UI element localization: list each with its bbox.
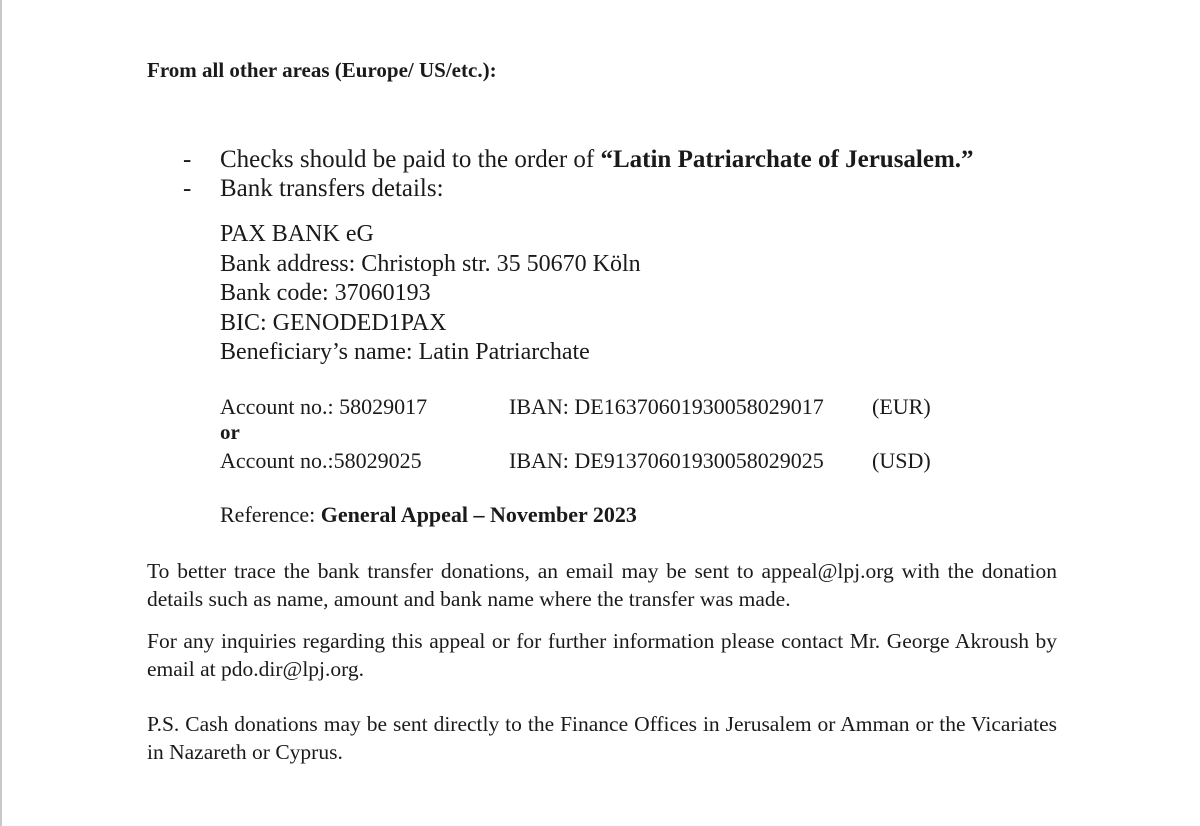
checks-payee: “Latin Patriarchate of Jerusalem.”: [600, 146, 974, 173]
checks-text: Checks should be paid to the order of: [220, 146, 601, 173]
bank-name: PAX BANK eG: [220, 221, 374, 247]
list-item-transfers: [183, 174, 974, 203]
inquiries-paragraph: For any inquiries regarding this appeal or for further information please contact Mr. George Akroush by email at pdo.dir@lpj.org.: [147, 629, 1057, 681]
account-number: Account no.:58029025: [220, 448, 422, 473]
beneficiary-name: Beneficiary’s name: Latin Patriarchate: [220, 339, 590, 365]
reference-value: General Appeal – November 2023: [320, 502, 637, 527]
bank-address: Bank address: Christoph str. 35 50670 Köln: [220, 250, 641, 277]
iban: IBAN: DE91370601930058029025: [509, 448, 824, 473]
scan-edge-line: [0, 0, 2, 826]
currency: (USD): [872, 448, 931, 473]
bullet-dash: -: [183, 175, 192, 202]
currency: (EUR): [872, 394, 931, 419]
bank-details: [220, 220, 641, 368]
reference-label: Reference:: [220, 502, 321, 527]
account-row-usd: [220, 448, 931, 474]
ps-paragraph: P.S. Cash donations may be sent directly to the Finance Offices in Jerusalem or Amman or the Vicariates in Nazareth or Cyprus.: [147, 712, 1057, 764]
section-heading: From all other areas (Europe/ US/etc.):: [147, 58, 497, 82]
iban: IBAN: DE16370601930058029017: [509, 394, 824, 419]
list-item-checks: [183, 145, 974, 174]
account-row-eur: [220, 394, 931, 420]
bullet-dash: -: [183, 146, 192, 173]
bank-code: Bank code: 37060193: [220, 280, 431, 306]
account-number: Account no.: 58029017: [220, 394, 428, 419]
or-separator: or: [220, 420, 240, 444]
bank-bic: BIC: GENODED1PAX: [220, 309, 447, 336]
transfers-text: Bank transfers details:: [220, 175, 444, 202]
trace-paragraph: To better trace the bank transfer donations, an email may be sent to appeal@lpj.org with the donation details such as name, amount and bank name where the transfer was made.: [147, 559, 1057, 611]
reference-line: [220, 502, 637, 528]
payment-methods-list: [183, 145, 974, 203]
